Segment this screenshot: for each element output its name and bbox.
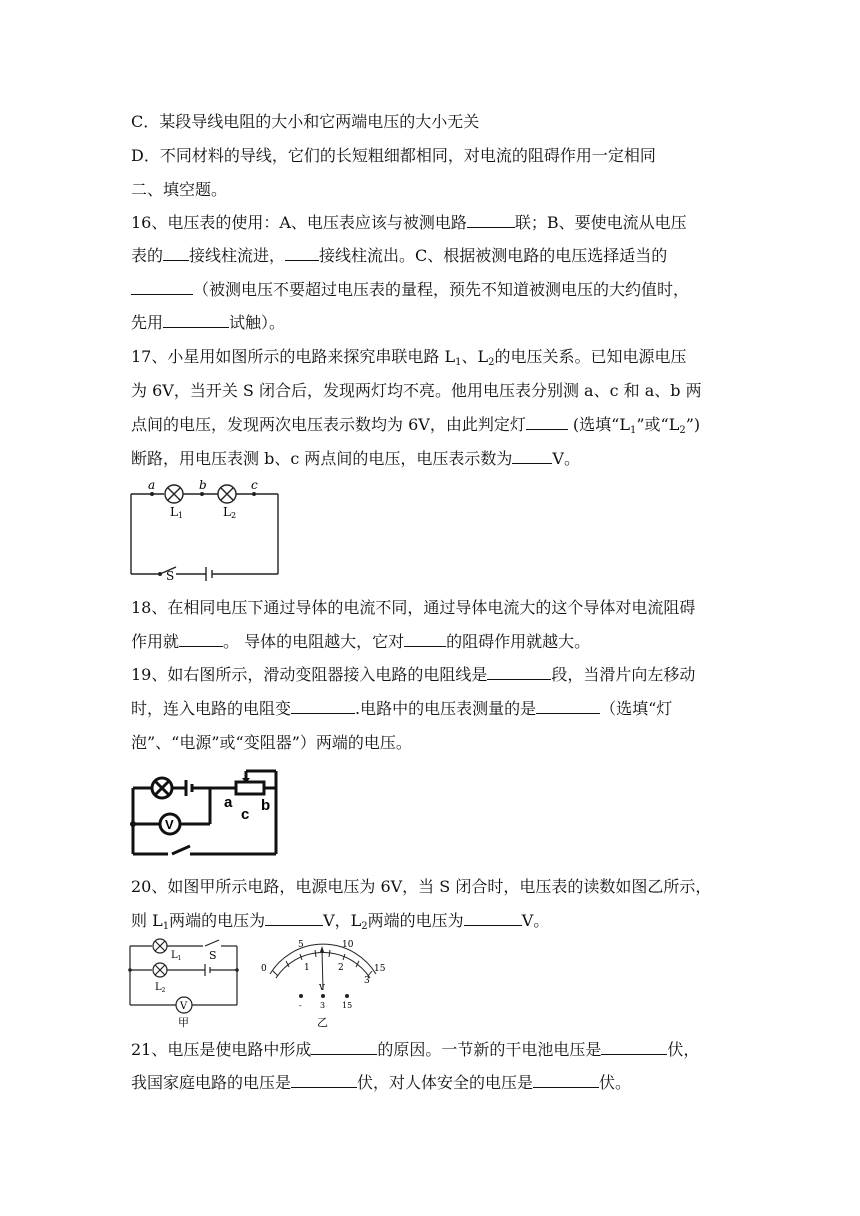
point-b-label: b (199, 478, 207, 492)
q19-rheostat-circuit-figure (128, 766, 282, 860)
answer-blank[interactable] (526, 415, 568, 430)
terminal-3: 3 (320, 1001, 326, 1010)
q16-line-3: （被测电压不要超过电压表的量程，预先不知道被测电压的大约值时， (131, 280, 689, 300)
lamp-l2-label: $L_2$ (155, 982, 166, 994)
point-c-label: c (251, 478, 258, 492)
voltmeter-v-label: V (180, 1001, 188, 1012)
q17-series-circuit-figure (126, 478, 286, 582)
point-a-label: a (148, 478, 156, 492)
option-d: D．不同材料的导线，它们的长短粗细都相同，对电流的阻碍作用一定相同 (131, 146, 656, 165)
answer-blank[interactable] (131, 280, 193, 295)
dial-tick-2: 2 (338, 963, 344, 973)
rheostat-b-label: b (261, 797, 271, 814)
q21-line-2: 我国家庭电路的电压是 伏，对人体安全的电压是 伏。 (131, 1073, 632, 1092)
q17-line-2: 为 6V，当开关 S 闭合后，发现两灯均不亮。他用电压表分别测 a、c 和 a、b 两 (131, 381, 702, 400)
answer-blank[interactable] (464, 911, 522, 926)
q20-voltmeter-dial-figure-yi (258, 938, 388, 1034)
dial-tick-15: 15 (374, 964, 386, 974)
answer-blank[interactable] (311, 1040, 377, 1055)
q17-line-3: 点间的电压，发现两次电压表示数均为 6V，由此判定灯 (选填“$L_1$”或“$L_2$”) (131, 415, 701, 436)
q19-line-1: 19、如右图所示，滑动变阻器接入电路的电阻线是 段，当滑片向左移动 (131, 665, 696, 684)
dial-unit-v: V (319, 983, 325, 992)
q16-line-1: 16、电压表的使用：A、电压表应该与被测电路 联；B、要使电流从电压 (131, 213, 687, 232)
dial-tick-5: 5 (298, 940, 304, 950)
dial-tick-0: 0 (261, 964, 267, 974)
terminal-15: 15 (342, 1001, 353, 1010)
rheostat-c-label: c (241, 806, 250, 823)
figure-caption-yi: 乙 (317, 1016, 328, 1029)
q16-line-4: 先用 试触）。 (131, 313, 286, 332)
answer-blank[interactable] (404, 632, 446, 647)
lamp-l2-label: L2 (223, 505, 237, 520)
switch-s-label: S (166, 569, 175, 582)
q21-line-1: 21、电压是使电路中形成 的原因。一节新的干电池电压是 伏， (131, 1040, 700, 1059)
lamp-l1-label: L1 (170, 505, 184, 520)
q16-line-2: 表的 接线柱流进， 接线柱流出。C、根据被测电路的电压选择适当的 (131, 246, 668, 265)
answer-blank[interactable] (163, 246, 189, 261)
q20-line-2: 则 $L_1$两端的电压为 V，$L_2$两端的电压为 V。 (131, 911, 550, 932)
answer-blank[interactable] (265, 911, 323, 926)
q18-line-1: 18、在相同电压下通过导体的电流不同，通过导体电流大的这个导体对电流阻碍 (131, 598, 696, 617)
terminal-minus: - (299, 1001, 302, 1010)
lamp-l1-label: $L_1$ (171, 950, 182, 962)
dial-tick-3: 3 (364, 976, 370, 986)
rheostat-a-label: a (224, 794, 233, 811)
switch-s-label: S (209, 949, 217, 962)
answer-blank[interactable] (487, 665, 551, 680)
answer-blank[interactable] (512, 449, 552, 464)
answer-blank[interactable] (601, 1040, 667, 1055)
q19-line-2: 时，连入电路的电阻变 .电路中的电压表测量的是 （选填“灯 (131, 699, 673, 718)
answer-blank[interactable] (291, 1073, 357, 1088)
q17-line-4: 断路，用电压表测 b、c 两点间的电压，电压表示数为 V。 (131, 449, 580, 468)
answer-blank[interactable] (285, 246, 319, 261)
figure-caption-jia: 甲 (178, 1016, 189, 1029)
q20-line-1: 20、如图甲所示电路，电源电压为 6V，当 S 闭合时，电压表的读数如图乙所示， (131, 877, 712, 896)
answer-blank[interactable] (533, 1073, 599, 1088)
answer-blank[interactable] (179, 632, 223, 647)
q20-circuit-figure-jia (125, 938, 243, 1030)
option-c: C．某段导线电阻的大小和它两端电压的大小无关 (131, 112, 480, 131)
q18-line-2: 作用就 。 导体的电阻越大，它对 的阻碍作用就越大。 (131, 632, 591, 651)
dial-tick-10: 10 (342, 940, 354, 950)
voltmeter-v-label: V (165, 817, 174, 832)
answer-blank[interactable] (536, 699, 600, 714)
q19-line-3: 泡”、“电源”或“变阻器”）两端的电压。 (131, 733, 412, 752)
section-fill-in-title: 二、填空题。 (131, 180, 228, 199)
answer-blank[interactable] (291, 699, 355, 714)
q17-line-1: 17、小星用如图所示的电路来探究串联电路 $L_1$、$L_2$的电压关系。已知电源电压 (131, 347, 687, 368)
answer-blank[interactable] (467, 213, 515, 228)
answer-blank[interactable] (163, 313, 229, 328)
dial-tick-1: 1 (304, 963, 310, 973)
